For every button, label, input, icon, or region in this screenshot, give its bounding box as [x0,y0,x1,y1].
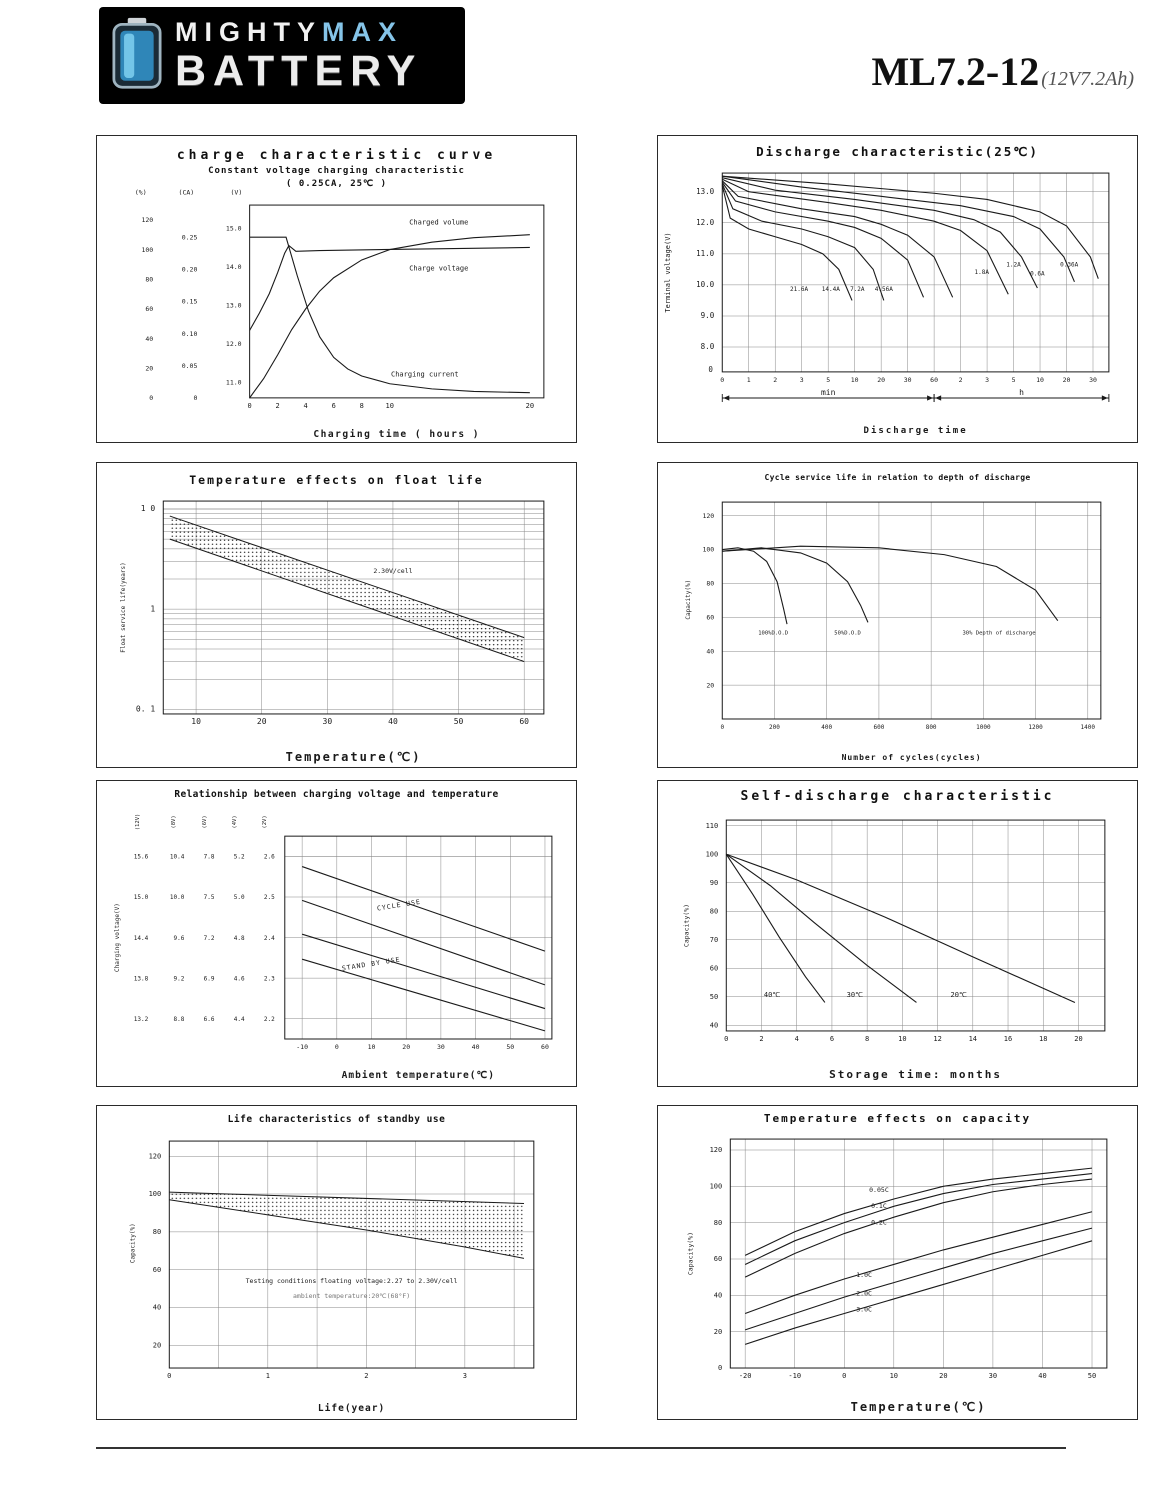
svg-text:ambient temperature:20℃(68°F): ambient temperature:20℃(68°F) [292,1292,411,1301]
svg-text:30: 30 [1089,375,1097,384]
svg-text:60: 60 [519,716,530,726]
panel-standby-life [96,1105,577,1420]
svg-text:10.0: 10.0 [169,894,185,902]
svg-text:10: 10 [385,400,394,410]
svg-text:7.2: 7.2 [203,934,215,942]
svg-text:4.6: 4.6 [233,975,245,983]
svg-text:2: 2 [364,1371,369,1381]
svg-text:Storage time: months: Storage time: months [829,1068,1003,1082]
chart-title: charge characteristic curve [176,148,497,163]
svg-text:h: h [1019,387,1024,397]
svg-text:3: 3 [462,1371,467,1381]
svg-text:-10: -10 [788,1371,802,1381]
svg-text:STAND BY USE: STAND BY USE [341,955,402,973]
svg-text:40: 40 [1038,1371,1047,1381]
chart-title: Cycle service life in relation to depth of discharge [764,473,1031,482]
svg-text:1400: 1400 [1080,724,1096,732]
brand-text [175,16,423,95]
svg-text:12.0: 12.0 [225,340,242,349]
svg-text:20: 20 [939,1371,948,1381]
svg-text:20: 20 [1062,375,1071,384]
svg-text:90: 90 [709,877,719,887]
svg-text:80: 80 [145,275,154,284]
svg-text:10: 10 [898,1033,907,1043]
svg-text:6.9: 6.9 [203,975,215,983]
svg-text:6.6: 6.6 [203,1015,215,1023]
svg-text:0: 0 [167,1371,172,1381]
svg-text:7.5: 7.5 [203,894,215,902]
brand-word-max: MAX [322,16,403,47]
svg-text:4.56A: 4.56A [874,286,893,294]
svg-text:13.2: 13.2 [133,1015,149,1023]
chart-canvas [660,804,1135,1083]
svg-text:60: 60 [152,1264,162,1274]
svg-text:13.8: 13.8 [133,975,149,983]
svg-text:30: 30 [903,375,912,384]
chart-canvas [99,1125,574,1416]
panel-cycle-life [657,462,1138,768]
svg-text:14.4: 14.4 [133,934,149,942]
svg-text:40: 40 [388,716,398,726]
svg-text:2.6: 2.6 [263,853,275,861]
svg-text:5.0: 5.0 [233,894,245,902]
svg-text:Charge voltage: Charge voltage [409,263,469,273]
svg-text:20: 20 [152,1340,162,1350]
svg-text:40: 40 [145,334,154,343]
svg-text:Capacity(%): Capacity(%) [682,903,691,948]
svg-text:1.8A: 1.8A [974,269,990,277]
svg-text:Temperature(℃): Temperature(℃) [285,750,422,765]
svg-text:80: 80 [713,1217,723,1227]
svg-text:1.0C: 1.0C [856,1271,872,1280]
svg-text:2.2: 2.2 [263,1015,275,1023]
svg-text:0.15: 0.15 [181,297,198,306]
svg-text:0: 0 [708,364,713,374]
svg-text:Charging time ( hours ): Charging time ( hours ) [313,429,481,441]
svg-text:7.2A: 7.2A [850,286,865,294]
svg-text:10: 10 [850,375,859,384]
svg-text:1000: 1000 [976,724,991,732]
svg-text:20: 20 [145,364,154,373]
svg-text:50%D.O.D: 50%D.O.D [834,630,861,637]
svg-text:40: 40 [152,1302,162,1312]
svg-text:0: 0 [720,724,725,732]
svg-text:100: 100 [141,245,154,254]
brand-logo [99,7,465,104]
svg-text:(%): (%) [134,189,147,197]
svg-text:110: 110 [705,820,719,830]
panel-temperature-capacity [657,1105,1138,1420]
svg-text:20℃: 20℃ [950,989,967,999]
svg-text:2: 2 [958,375,963,384]
svg-text:15.0: 15.0 [133,894,149,902]
svg-text:2.30V/cell: 2.30V/cell [373,566,413,575]
svg-text:2.4: 2.4 [263,934,275,942]
chart-title: Self-discharge characteristic [740,789,1055,804]
svg-text:60: 60 [713,1254,723,1264]
svg-text:0.05: 0.05 [181,361,198,370]
svg-text:10: 10 [191,716,201,726]
svg-text:Float service life(years): Float service life(years) [120,562,128,653]
panel-self-discharge [657,780,1138,1087]
svg-text:40: 40 [706,647,715,656]
svg-text:100: 100 [148,1189,162,1199]
svg-text:30: 30 [436,1043,445,1052]
svg-text:0: 0 [718,1363,723,1373]
chart-title: Relationship between charging voltage and temperature [174,789,499,800]
svg-text:60: 60 [709,963,719,973]
svg-text:(2V): (2V) [262,815,269,829]
svg-text:(12V): (12V) [135,813,142,831]
svg-text:15.6: 15.6 [133,853,149,861]
brand-word-battery: BATTERY [175,46,423,95]
chart-title: Discharge characteristic(25℃) [756,144,1039,159]
svg-text:Ambient temperature(℃): Ambient temperature(℃) [341,1070,495,1082]
svg-text:3.0C: 3.0C [856,1305,872,1314]
svg-text:0.20: 0.20 [181,265,198,274]
chart-canvas [99,800,574,1083]
svg-text:1: 1 [150,604,156,614]
model-spec: (12V7.2Ah) [1041,68,1134,90]
svg-text:50: 50 [709,991,719,1001]
svg-text:Charging current: Charging current [390,369,459,379]
svg-text:120: 120 [141,216,154,225]
svg-text:80: 80 [706,579,715,588]
svg-text:80: 80 [152,1227,162,1237]
svg-text:16: 16 [1003,1033,1013,1043]
svg-text:14: 14 [968,1033,978,1043]
svg-text:(CA): (CA) [178,189,195,197]
svg-text:800: 800 [925,724,937,732]
svg-text:100: 100 [709,1181,723,1191]
svg-text:13.0: 13.0 [225,301,242,310]
svg-text:600: 600 [873,724,885,732]
svg-text:8: 8 [359,400,364,410]
svg-text:100: 100 [702,545,715,554]
svg-text:12.0: 12.0 [696,217,715,227]
svg-text:13.0: 13.0 [696,186,715,196]
svg-text:(V): (V) [230,189,243,197]
svg-text:8: 8 [865,1033,870,1043]
svg-text:120: 120 [148,1151,162,1161]
chart-subtitle: ( 0.25CA, 25℃ ) [286,179,387,189]
svg-text:4.4: 4.4 [233,1015,245,1023]
svg-text:9.6: 9.6 [173,934,185,942]
svg-text:8.0: 8.0 [700,342,715,352]
svg-text:8.8: 8.8 [173,1015,185,1023]
svg-text:7.8: 7.8 [203,853,215,861]
svg-text:20: 20 [877,375,886,384]
svg-text:11.0: 11.0 [696,249,715,259]
svg-text:0: 0 [247,400,252,410]
svg-text:100%D.O.D: 100%D.O.D [758,630,789,637]
svg-text:14.0: 14.0 [225,262,242,271]
svg-text:Charged volume: Charged volume [409,217,469,227]
svg-text:Charging voltage(V): Charging voltage(V) [114,903,122,972]
svg-text:50: 50 [506,1043,515,1052]
svg-text:50: 50 [1087,1371,1097,1381]
svg-text:min: min [820,387,836,397]
svg-text:0: 0 [724,1033,729,1043]
svg-text:2: 2 [759,1033,764,1043]
svg-text:11.0: 11.0 [225,378,242,387]
svg-text:3: 3 [799,375,804,384]
svg-text:21.6A: 21.6A [790,286,809,294]
svg-text:0: 0 [720,375,725,384]
svg-text:4: 4 [303,400,308,410]
svg-text:30: 30 [322,716,333,726]
svg-text:10.4: 10.4 [169,853,185,861]
svg-text:Testing conditions floating vo: Testing conditions floating voltage:2.27 to 2.30V/cell [245,1276,458,1285]
footer-rule [96,1447,1066,1449]
svg-text:80: 80 [709,906,719,916]
svg-text:14.4A: 14.4A [821,286,840,294]
svg-text:100: 100 [705,849,719,859]
svg-text:5: 5 [1011,375,1016,384]
svg-text:0.2C: 0.2C [871,1218,887,1227]
svg-text:Discharge time: Discharge time [863,426,968,437]
svg-text:200: 200 [769,724,780,732]
svg-text:(6V): (6V) [201,815,208,829]
svg-text:120: 120 [702,511,715,520]
svg-text:(4V): (4V) [232,815,239,829]
svg-text:1.2A: 1.2A [1006,261,1021,269]
svg-text:Life(year): Life(year) [317,1403,386,1415]
panel-discharge-characteristic [657,135,1138,443]
svg-text:60: 60 [145,305,154,314]
svg-text:12: 12 [933,1033,942,1043]
panel-float-life [96,462,577,768]
svg-text:2.3: 2.3 [263,975,275,983]
svg-text:70: 70 [709,934,719,944]
chart-title: Life characteristics of standby use [227,1114,446,1125]
svg-text:1200: 1200 [1028,724,1043,732]
chart-canvas [99,487,574,766]
svg-text:15.0: 15.0 [225,224,242,233]
svg-text:60: 60 [706,613,715,622]
svg-text:20: 20 [713,1326,723,1336]
svg-text:3: 3 [985,375,990,384]
chart-title: Temperature effects on capacity [763,1112,1032,1125]
svg-text:0. 1: 0. 1 [135,704,156,714]
panel-charging-voltage-temperature [96,780,577,1087]
svg-text:20: 20 [256,716,267,726]
svg-text:0.36A: 0.36A [1060,261,1079,269]
panel-charge-characteristic [96,135,577,443]
svg-text:CYCLE USE: CYCLE USE [376,897,422,913]
svg-text:Capacity(%): Capacity(%) [129,1223,137,1264]
svg-text:4: 4 [794,1033,799,1043]
svg-text:Temperature(℃): Temperature(℃) [850,1400,987,1415]
svg-text:400: 400 [821,724,833,732]
chart-title: Temperature effects on float life [189,473,484,487]
svg-text:9.0: 9.0 [700,311,715,321]
svg-text:6: 6 [331,400,336,410]
svg-text:-10: -10 [296,1043,309,1052]
battery-icon [109,16,165,95]
svg-text:-20: -20 [738,1371,752,1381]
svg-text:60: 60 [930,375,939,384]
svg-text:0.6A: 0.6A [1030,270,1045,278]
chart-canvas [99,189,574,442]
svg-text:20: 20 [402,1043,411,1052]
svg-text:(8V): (8V) [171,815,178,829]
svg-text:40: 40 [471,1043,480,1052]
svg-text:10: 10 [1036,375,1044,384]
chart-subtitle: Constant voltage charging characteristic [208,166,465,176]
svg-text:20: 20 [706,681,715,690]
svg-text:1 0: 1 0 [140,504,156,514]
model-number: ML7.2-12 [871,49,1040,94]
svg-text:Terminal voltage(V): Terminal voltage(V) [663,232,673,313]
svg-text:60: 60 [541,1043,549,1052]
svg-text:2: 2 [773,375,778,384]
svg-text:0: 0 [193,394,198,403]
model-block [871,48,1134,95]
svg-text:30% Depth of discharge: 30% Depth of discharge [962,630,1036,637]
svg-text:Number of cycles(cycles): Number of cycles(cycles) [841,753,982,763]
svg-text:20: 20 [525,400,535,410]
svg-text:2.5: 2.5 [263,894,275,902]
svg-text:Capacity(%): Capacity(%) [686,1231,695,1276]
svg-text:40: 40 [709,1020,719,1030]
svg-text:2: 2 [275,400,280,410]
svg-text:9.2: 9.2 [173,975,185,983]
svg-text:30℃: 30℃ [846,989,863,999]
svg-text:50: 50 [453,716,464,726]
svg-text:5: 5 [826,375,831,384]
svg-text:5.2: 5.2 [233,853,245,861]
svg-text:Capacity(%): Capacity(%) [685,579,693,620]
svg-text:18: 18 [1039,1033,1048,1043]
svg-text:30: 30 [988,1371,998,1381]
svg-text:1: 1 [265,1371,270,1381]
svg-text:20: 20 [1074,1033,1083,1043]
svg-text:10.0: 10.0 [696,280,715,290]
svg-text:0: 0 [334,1043,339,1052]
svg-text:0.1C: 0.1C [871,1202,887,1211]
brand-word-mighty: MIGHTY [175,16,322,47]
svg-text:0.05C: 0.05C [869,1185,889,1194]
svg-text:2.0C: 2.0C [856,1289,872,1298]
svg-text:0: 0 [842,1371,847,1381]
svg-text:10: 10 [889,1371,899,1381]
chart-canvas [660,482,1135,765]
chart-canvas [660,159,1135,438]
svg-text:1: 1 [746,375,751,384]
svg-text:6: 6 [829,1033,835,1043]
chart-canvas [660,1125,1135,1416]
svg-text:120: 120 [709,1145,723,1155]
svg-text:40: 40 [713,1290,723,1300]
svg-text:0.10: 0.10 [181,329,198,338]
svg-text:40℃: 40℃ [763,989,781,999]
svg-text:10: 10 [367,1043,376,1052]
svg-text:0.25: 0.25 [181,233,198,242]
svg-text:4.8: 4.8 [233,934,245,942]
svg-text:0: 0 [149,394,154,403]
